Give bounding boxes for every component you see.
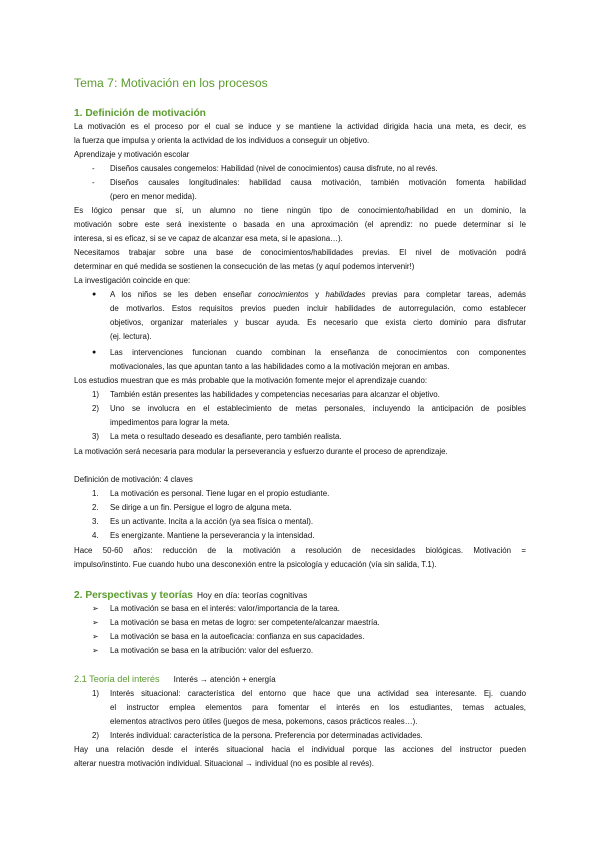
bullet-marker: ● <box>92 291 97 298</box>
number-marker: 3. <box>92 517 99 526</box>
numbered-item: También están presentes las habilidades y competencias necesarias para alcanzar el objetivo. <box>110 390 440 399</box>
number-marker: 1) <box>92 390 100 399</box>
bullet-item-line: de motivarlos. Estos requisitos previos pueden incluir habilidades de autorregulación, como establecer <box>110 304 526 313</box>
subheading-aprendizaje: Aprendizaje y motivación escolar <box>74 150 190 159</box>
numbered-item-cont: impedimentos para lograr la meta. <box>110 418 230 427</box>
number-marker: 2) <box>92 731 100 740</box>
paragraph-line: interesa, si es eficaz, si se ve capaz de alcanzar esa meta, si le apasiona…). <box>74 234 343 243</box>
number-marker: 2) <box>92 404 100 413</box>
numbered-item: Interés individual: característica de la persona. Preferencia por determinadas actividades. <box>110 731 423 740</box>
numbered-item: Uno se involucra en el establecimiento de metas personales, incluyendo la anticipación de posibles <box>110 404 526 413</box>
key-item: Es un activante. Incita a la acción (ya sea física o mental). <box>110 517 314 526</box>
arrow-item: La motivación se basa en el interés: valor/importancia de la tarea. <box>110 604 340 613</box>
paragraph-line: Los estudios muestran que es más probable que la motivación fomente mejor el aprendizaje cuando: <box>74 376 428 385</box>
bullet-marker: ● <box>92 349 97 356</box>
dash-item: Diseños causales longitudinales: habilidad causa motivación, también motivación fomenta habilidad <box>110 178 526 187</box>
document-title: Tema 7: Motivación en los procesos <box>74 76 268 90</box>
key-item: Es energizante. Mantiene la perseverancia y la intensidad. <box>110 531 315 540</box>
number-marker: 1) <box>92 689 100 698</box>
bullet-item-line: objetivos, organizar materiales y buscar ayuda. Es necesario que exista cierto dominio para disfrutar <box>110 318 526 327</box>
paragraph-line: Hace 50-60 años: reducción de la motivación a resolución de necesidades biológicas. Motivación = <box>74 546 526 555</box>
dash-item: Diseños causales congemelos: Habilidad (nivel de conocimientos) causa disfrute, no al revés. <box>110 164 438 173</box>
paragraph-line: La motivación será necesaria para modular la perseverancia y esfuerzo durante el proceso de aprendizaje. <box>74 447 448 456</box>
number-marker: 4. <box>92 531 99 540</box>
paragraph-line: motivación sobre este será inexistente o basada en una aproximación (el aprendiz: no puede determinar si le <box>74 220 526 229</box>
paragraph-line: Es lógico pensar que sí, un alumno no tiene ningún tipo de conocimiento/habilidad en un dominio, la <box>74 206 526 215</box>
bullet-item-line: (ej. lectura). <box>110 332 152 341</box>
subheading-claves: Definición de motivación: 4 claves <box>74 475 193 484</box>
number-marker: 3) <box>92 432 100 441</box>
section-2-heading: 2. Perspectivas y teorías Hoy en día: teorías cognitivas <box>74 590 308 601</box>
key-item: La motivación es personal. Tiene lugar en el propio estudiante. <box>110 489 330 498</box>
dash-marker: - <box>92 164 95 173</box>
numbered-item-cont: el instructor emplea elementos para fomentar el interés en los estudiantes, temas actuales, <box>110 703 526 712</box>
paragraph-line: determinar en qué medida se sostienen la consecución de las metas (y aquí podemos intervenir!) <box>74 262 415 271</box>
paragraph-line: impulso/instinto. Fue cuando hubo una desconexión entre la psicología y educación (vía sin salida, T.1). <box>74 560 437 569</box>
subheading-investigacion: La investigación coincide en que: <box>74 276 191 285</box>
arrow-item: La motivación se basa en metas de logro: ser competente/alcanzar maestría. <box>110 618 380 627</box>
arrow-marker: ➢ <box>92 632 99 641</box>
paragraph-line: La motivación es el proceso por el cual se induce y se mantiene la actividad dirigida hacia una meta, es decir, es <box>74 122 526 131</box>
arrow-item: La motivación se basa en la atribución: valor del esfuerzo. <box>110 646 314 655</box>
numbered-item: Interés situacional: característica del entorno que hace que una actividad sea interesante. Ej. cuando <box>110 689 526 698</box>
numbered-item: La meta o resultado deseado es desafiante, pero también realista. <box>110 432 342 441</box>
paragraph-line: Necesitamos trabajar sobre una base de conocimientos/habilidades previas. El nivel de motivación podrá <box>74 248 526 257</box>
number-marker: 1. <box>92 489 99 498</box>
bullet-item-line: motivacionales, las que apuntan tanto a las habilidades como a la motivación mejoran en ambas. <box>110 362 450 371</box>
paragraph-line: la fuerza que impulsa y orienta la actividad de los individuos a conseguir un objetivo. <box>74 136 370 145</box>
bullet-item-line: Las intervenciones funcionan cuando combinan la enseñanza de conocimientos con componentes <box>110 348 526 357</box>
key-item: Se dirige a un fin. Persigue el logro de alguna meta. <box>110 503 292 512</box>
dash-item-cont: (pero en menor medida). <box>110 192 197 201</box>
arrow-marker: ➢ <box>92 604 99 613</box>
dash-marker: - <box>92 178 95 187</box>
paragraph-line: alterar nuestra motivación individual. Situacional → individual (no es posible al revés). <box>74 759 374 768</box>
arrow-marker: ➢ <box>92 618 99 627</box>
number-marker: 2. <box>92 503 99 512</box>
bullet-item-line: A los niños se les deben enseñar conocimientos y habilidades previas para completar tareas, además <box>110 290 526 299</box>
arrow-item: La motivación se basa en la autoeficacia: confianza en sus capacidades. <box>110 632 365 641</box>
section-1-heading: 1. Definición de motivación <box>74 108 206 119</box>
arrow-marker: ➢ <box>92 646 99 655</box>
section-2-1-heading: 2.1 Teoría del interés Interés → atención + energía <box>74 674 276 684</box>
numbered-item-cont: elementos atractivos pero útiles (juegos de mesa, pokemons, casos prácticos reales…). <box>110 717 418 726</box>
paragraph-line: Hay una relación desde el interés situacional hacia el individual porque las acciones del instructor pueden <box>74 745 526 754</box>
